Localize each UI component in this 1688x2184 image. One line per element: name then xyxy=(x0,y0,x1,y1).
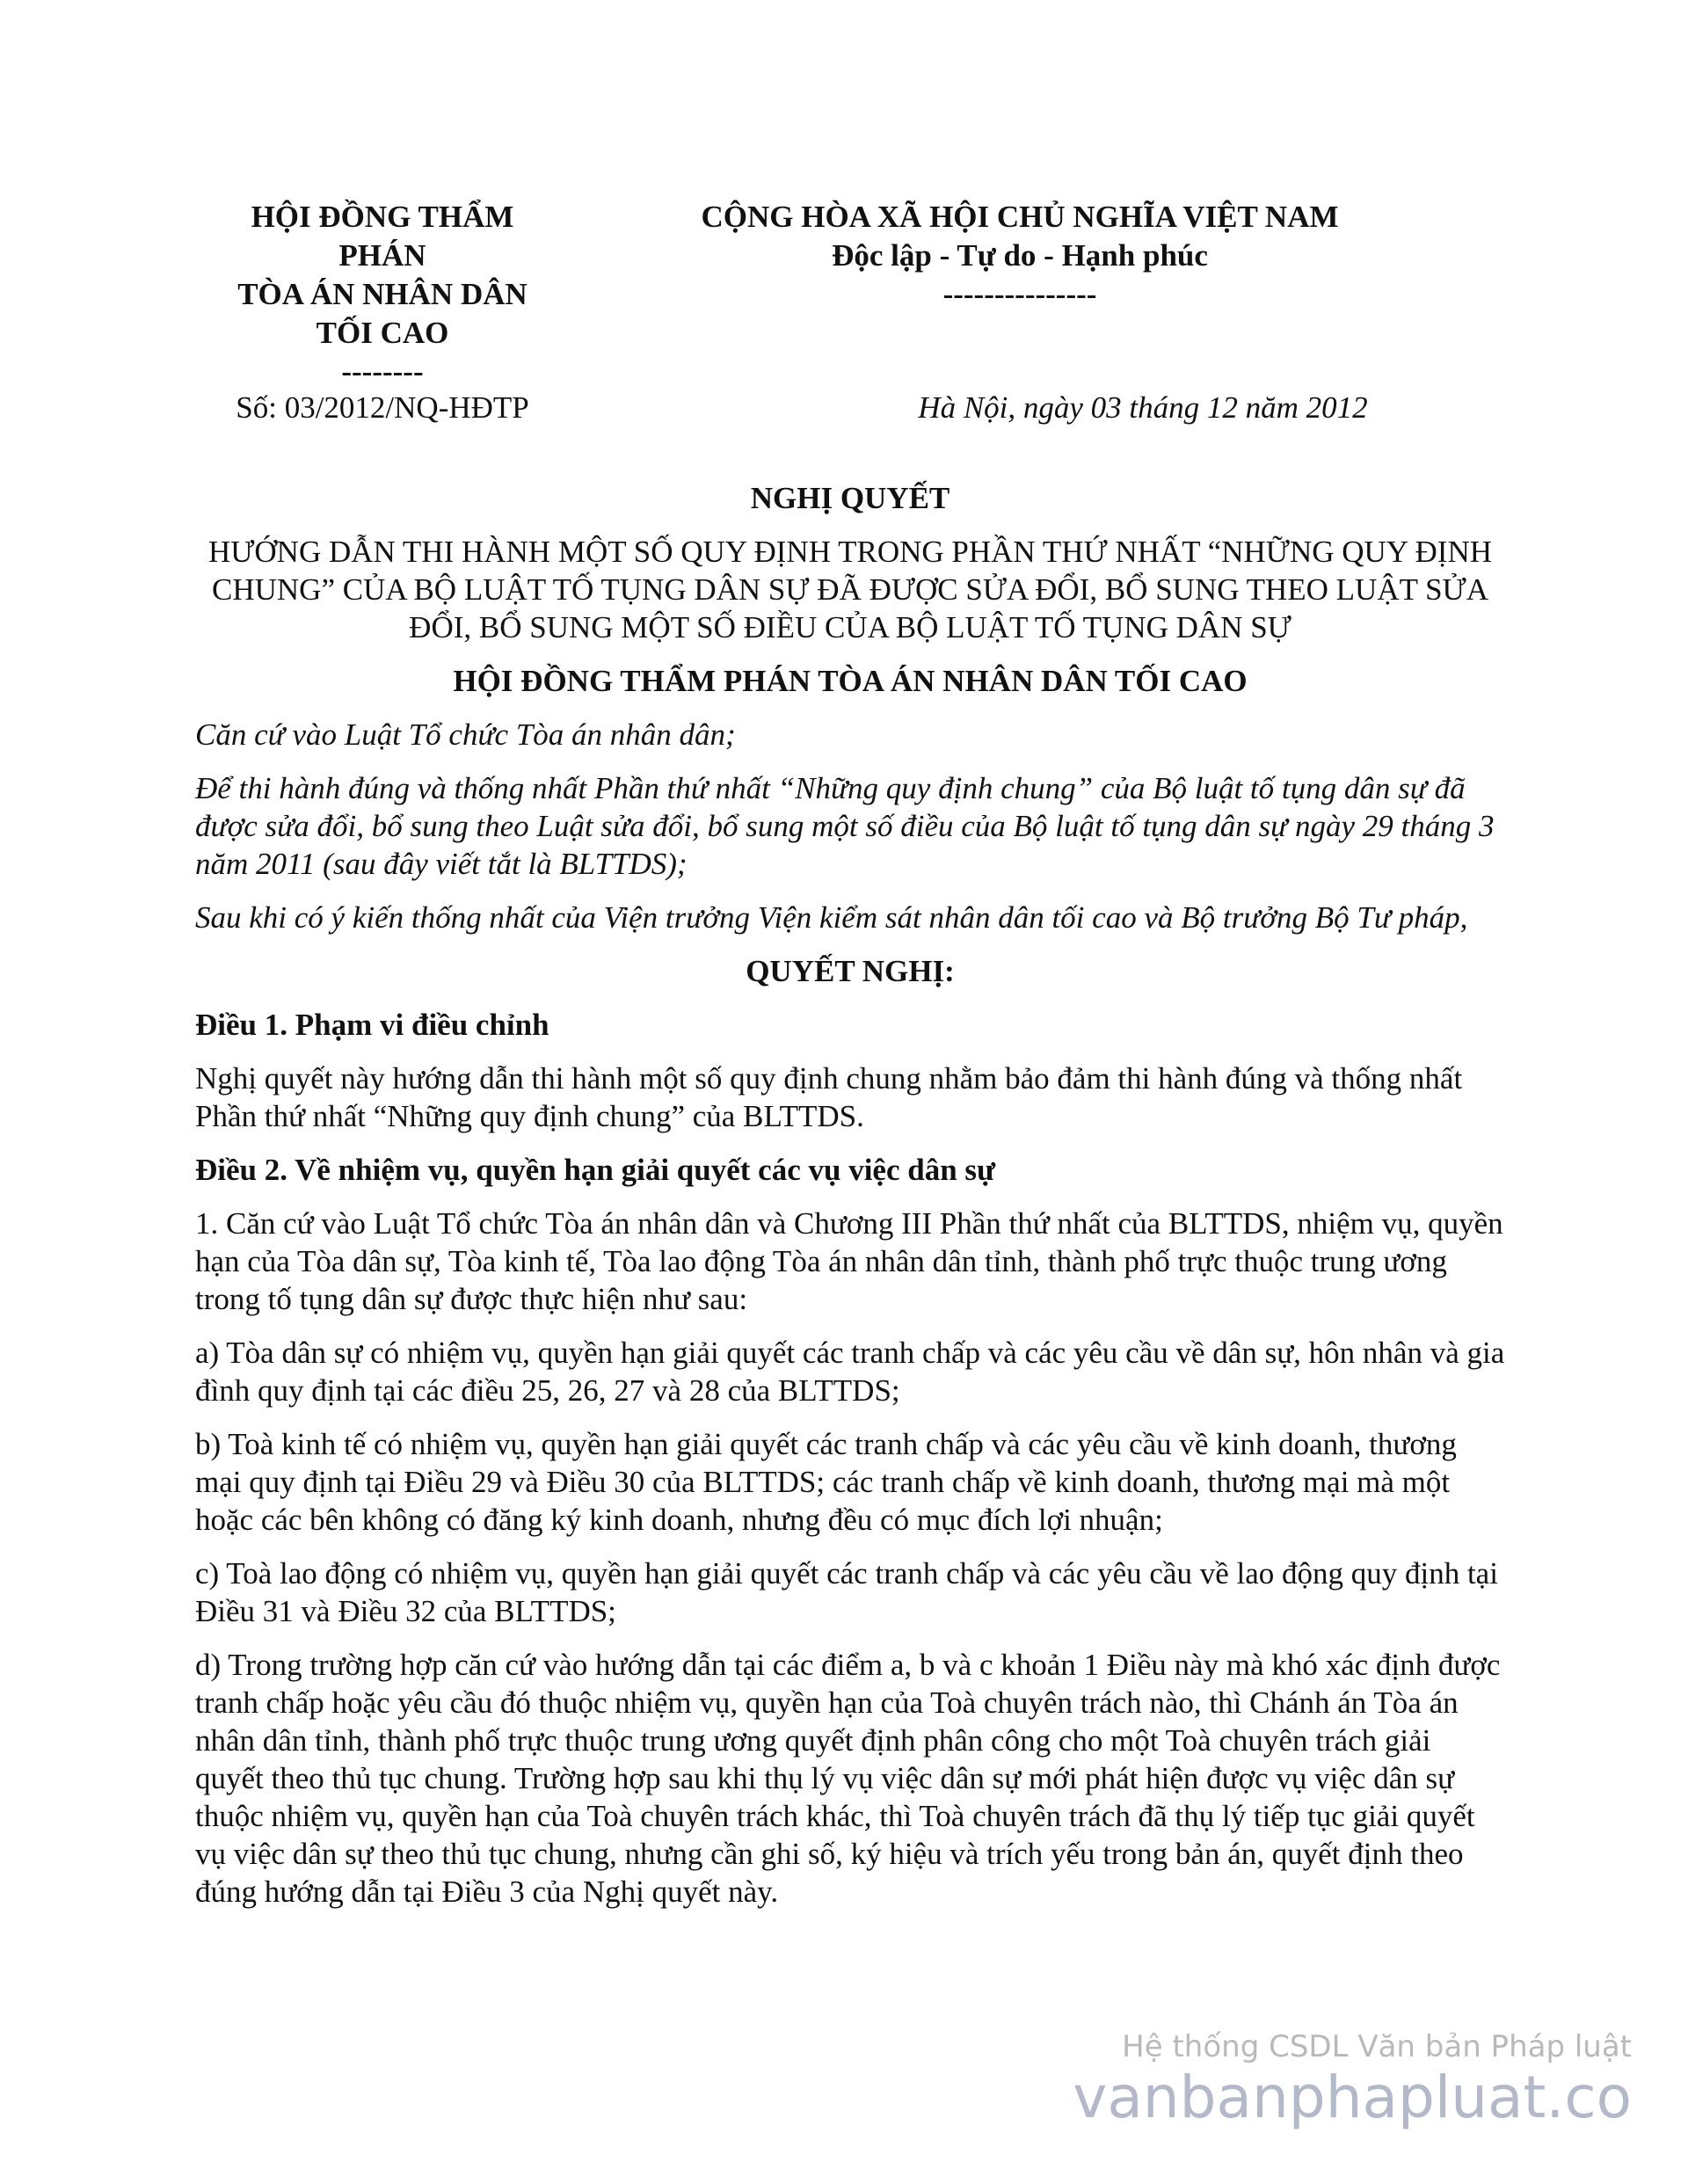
decision-heading: QUYẾT NGHỊ: xyxy=(746,954,955,988)
document-date: Hà Nội, ngày 03 tháng 12 năm 2012 xyxy=(918,390,1368,425)
agency-separator: -------- xyxy=(341,354,424,389)
article-paragraph: 1. Căn cứ vào Luật Tổ chức Tòa án nhân dân và Chương III Phần thứ nhất của BLTTDS, nhiệm vụ, quyền hạn của Tòa dân sự, Tòa kinh tế, Tòa lao động Tòa án nhân dân tỉnh, thành phố trực thuộc trung ương trong tố tụng dân sự được thực hiện như sau: xyxy=(195,1206,1503,1316)
national-motto: Độc lập - Tự do - Hạnh phúc xyxy=(832,238,1208,273)
article-paragraph: b) Toà kinh tế có nhiệm vụ, quyền hạn giải quyết các tranh chấp và các yêu cầu về kinh doanh, thương mại quy định tại Điều 29 và Điều 30 của BLTTDS; các tranh chấp về kinh doanh, thương mại mà một hoặc các bên không có đăng ký kinh doanh, nhưng đều có mục đích lợi nhuận; xyxy=(195,1427,1457,1537)
national-header xyxy=(615,198,1424,314)
agency-line: HỘI ĐỒNG THẨM xyxy=(251,200,514,234)
agency-line: TÒA ÁN NHÂN DÂN xyxy=(237,277,528,311)
document-subtitle: HƯỚNG DẪN THI HÀNH MỘT SỐ QUY ĐỊNH TRONG PHẦN THỨ NHẤT “NHỮNG QUY ĐỊNH CHUNG” CỦA BỘ LUẬT TỐ TỤNG DÂN SỰ ĐÃ ĐƯỢC SỬA ĐỔI, BỔ SUNG THEO LUẬT SỬA ĐỔI, BỔ SUNG MỘT SỐ ĐIỀU CỦA BỘ LUẬT TỐ TỤNG DÂN SỰ xyxy=(207,535,1493,644)
article-heading: Điều 1. Phạm vi điều chỉnh xyxy=(195,1008,549,1042)
article-heading: Điều 2. Về nhiệm vụ, quyền hạn giải quyết các vụ việc dân sự xyxy=(195,1153,996,1187)
document-body xyxy=(195,479,1505,1926)
issuing-authority: HỘI ĐỒNG THẨM PHÁN TÒA ÁN NHÂN DÂN TỐI CAO xyxy=(453,664,1248,698)
document-title: NGHỊ QUYẾT xyxy=(750,481,950,515)
agency-line: TỐI CAO xyxy=(316,316,449,350)
watermark xyxy=(1073,2029,1632,2131)
legal-basis: Căn cứ vào Luật Tổ chức Tòa án nhân dân; xyxy=(195,717,736,752)
article-paragraph: Nghị quyết này hướng dẫn thi hành một số quy định chung nhằm bảo đảm thi hành đúng và thống nhất Phần thứ nhất “Những quy định chung” của BLTTDS. xyxy=(195,1061,1463,1133)
article-paragraph: c) Toà lao động có nhiệm vụ, quyền hạn giải quyết các tranh chấp và các yêu cầu về lao động quy định tại Điều 31 và Điều 32 của BLTTDS; xyxy=(195,1556,1498,1628)
issuing-agency xyxy=(198,198,567,391)
legal-basis: Sau khi có ý kiến thống nhất của Viện trưởng Viện kiểm sát nhân dân tối cao và Bộ trưởng Bộ Tư pháp, xyxy=(195,900,1468,935)
document-number: Số: 03/2012/NQ-HĐTP xyxy=(236,390,529,425)
legal-basis: Để thi hành đúng và thống nhất Phần thứ nhất “Những quy định chung” của Bộ luật tố tụng dân sự đã được sửa đổi, bổ sung theo Luật sửa đổi, bổ sung một số điều của Bộ luật tố tụng dân sự ngày 29 tháng 3 năm 2011 (sau đây viết tắt là BLTTDS); xyxy=(195,771,1495,881)
watermark-caption: Hệ thống CSDL Văn bản Pháp luật xyxy=(1122,2029,1632,2064)
agency-line: PHÁN xyxy=(338,238,426,273)
watermark-site: vanbanphapluat.co xyxy=(1073,2064,1632,2131)
country-name: CỘNG HÒA XÃ HỘI CHỦ NGHĨA VIỆT NAM xyxy=(701,200,1339,234)
article-paragraph: a) Tòa dân sự có nhiệm vụ, quyền hạn giải quyết các tranh chấp và các yêu cầu về dân sự, hôn nhân và gia đình quy định tại các điều 25, 26, 27 và 28 của BLTTDS; xyxy=(195,1336,1505,1408)
article-paragraph: d) Trong trường hợp căn cứ vào hướng dẫn tại các điểm a, b và c khoản 1 Điều này mà khó xác định được tranh chấp hoặc yêu cầu đó thuộc nhiệm vụ, quyền hạn của Toà chuyên trách nào, thì Chánh án Tòa án nhân dân tỉnh, thành phố trực thuộc trung ương quyết định phân công cho một Toà chuyên trách giải quyết theo thủ tục chung. Trường hợp sau khi thụ lý vụ việc dân sự mới phát hiện được vụ việc dân sự thuộc nhiệm vụ, quyền hạn của Toà chuyên trách khác, thì Toà chuyên trách đã thụ lý tiếp tục giải quyết vụ việc dân sự theo thủ tục chung, nhưng cần ghi số, ký hiệu và trích yếu trong bản án, quyết định theo đúng hướng dẫn tại Điều 3 của Nghị quyết này. xyxy=(195,1648,1501,1909)
motto-separator: --------------- xyxy=(942,277,1097,311)
